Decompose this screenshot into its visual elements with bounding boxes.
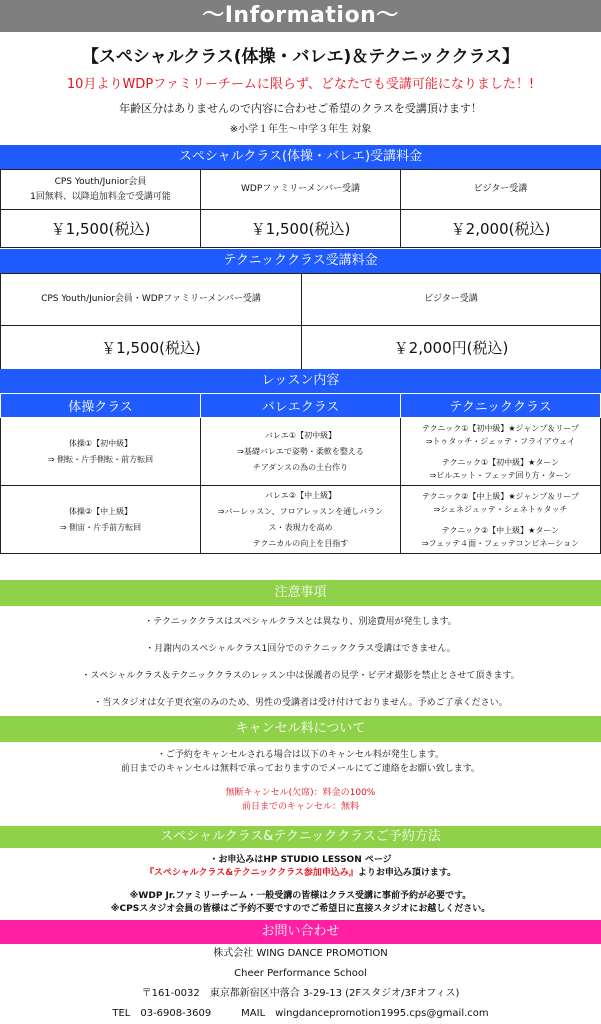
lesson-ballet-2-desc2: ス・表現力を高め <box>268 522 333 532</box>
tech-fee-price-visitor: ￥2,000円(税込) <box>302 326 601 370</box>
fee-price-wdp: ￥1,500(税込) <box>201 210 401 248</box>
tech-fee-label-member: CPS Youth/Junior会員・WDPファミリーメンバー受講 <box>1 274 302 326</box>
lesson-tech-2 <box>401 486 601 554</box>
intro-target: ※小学１年生〜中学３年生 対象 <box>229 124 372 135</box>
lesson-tech-2-jump-desc: ⇒シェネジュッテ・シェネトゥタッチ <box>433 504 568 514</box>
intro-highlight: 10月よりWDPファミリーチームに限らず、どなたでも受講可能になりました！! <box>66 77 535 92</box>
intro-section <box>0 32 601 135</box>
lesson-gym-2 <box>1 486 201 554</box>
lesson-gym-1-desc: ⇒ 側転・片手側転・前方転回 <box>47 454 154 464</box>
cancel-body <box>0 742 601 826</box>
lesson-tech-1-jump-title: テクニック①【初中級】★ジャンプ＆リープ <box>422 423 579 433</box>
booking-heading: スペシャルクラス&テクニッククラスご予約方法 <box>0 826 601 848</box>
fee-label-cps-line1: CPS Youth/Junior会員 <box>54 176 147 187</box>
contact-heading: お問い合わせ <box>0 920 601 944</box>
cautions-section <box>0 580 601 716</box>
lesson-ballet-2-desc1: ⇒バーレッスン、フロアレッスンを通しバラン <box>217 506 384 516</box>
booking-line3: ※WDP Jr.ファミリーチーム・一般受講の皆様はクラス受講に事前予約が必要です。 <box>129 891 472 901</box>
lesson-tech-2-turn-desc: ⇒フェッテ４面・フェッテコンビネーション <box>421 538 580 548</box>
lesson-ballet-1-desc1: ⇒基礎バレエで姿勢・柔軟を整える <box>237 446 364 456</box>
lesson-ballet-2-title: バレエ②【中上級】 <box>264 490 337 500</box>
technique-fee-heading: テクニッククラス受講料金 <box>0 249 601 273</box>
fee-price-cps: ￥1,500(税込) <box>1 210 201 248</box>
caution-item: ・スペシャルクラス＆テクニッククラスのレッスン中は保護者の見学・ビデオ撮影を禁止とさせて頂きます。 <box>81 671 520 681</box>
booking-section <box>0 826 601 920</box>
special-fee-section <box>0 145 601 248</box>
contact-tel-mail[interactable]: TEL 03-6908-3609 MAIL wingdancepromotion1995.cps@gmail.com <box>112 1008 489 1019</box>
fee-label-visitor: ビジター受講 <box>401 170 601 210</box>
lessons-col-gym: 体操クラス <box>1 394 201 418</box>
booking-line4: ※CPSスタジオ会員の皆様はご予約不要ですのでご希望日に直接スタジオにお越しください。 <box>110 904 491 914</box>
special-fee-table <box>0 169 601 248</box>
booking-line1: ・お申込みはHP STUDIO LESSON ページ <box>209 855 392 865</box>
lesson-gym-2-title: 体操②【中上級】 <box>68 506 133 516</box>
lessons-col-tech: テクニッククラス <box>401 394 601 418</box>
lesson-tech-1-turn-title: テクニック①【初中級】★ターン <box>441 457 560 467</box>
tech-fee-label-visitor: ビジター受講 <box>302 274 601 326</box>
contact-address: 〒161-0032 東京都新宿区中落合 3-29-13 (2Fスタジオ/3Fオフィス) <box>141 988 460 999</box>
fee-label-cps-line2: 1回無料、以降追加料金で受講可能 <box>30 191 171 202</box>
technique-fee-section <box>0 249 601 370</box>
lesson-ballet-1-title: バレエ①【初中級】 <box>264 430 337 440</box>
lesson-tech-1-turn-desc: ⇒ピルエット・フェッテ回り方・ターン <box>429 470 572 480</box>
lessons-col-ballet: バレエクラス <box>201 394 401 418</box>
intro-note: 年齢区分はありませんので内容に合わせご希望のクラスを受講頂けます！ <box>119 102 482 115</box>
lesson-gym-1 <box>1 418 201 486</box>
page-header <box>0 0 601 32</box>
cautions-heading: 注意事項 <box>0 580 601 606</box>
cancel-heading: キャンセル料について <box>0 716 601 742</box>
lesson-ballet-2 <box>201 486 401 554</box>
lesson-ballet-1-desc2: チアダンスの為の土台作り <box>252 462 349 472</box>
cancel-section <box>0 716 601 826</box>
contact-company: 株式会社 WING DANCE PROMOTION <box>213 948 388 959</box>
fee-label-wdp: WDPファミリーメンバー受講 <box>201 170 401 210</box>
lesson-tech-2-jump-title: テクニック②【中上級】★ジャンプ＆リープ <box>422 491 579 501</box>
lesson-gym-2-desc: ⇒ 側宙・片手前方転回 <box>59 522 142 532</box>
cancel-fee-noshow: 無断キャンセル(欠席)：料金の100% <box>225 788 376 798</box>
contact-school: Cheer Performance School <box>234 968 367 979</box>
booking-line2-rest: よりお申込み頂けます。 <box>357 868 457 878</box>
caution-item: ・テクニッククラスはスペシャルクラスとは異なり、別途費用が発生します。 <box>144 617 457 627</box>
caution-item: ・当スタジオは女子更衣室のみのため、男性の受講者は受け付けておりません。予めご了承ください。 <box>93 698 508 708</box>
booking-body <box>0 848 601 920</box>
tech-fee-price-member: ￥1,500(税込) <box>1 326 302 370</box>
page-title: 〜Information〜 <box>202 3 399 28</box>
cautions-list <box>0 606 601 716</box>
fee-price-visitor: ￥2,000(税込) <box>401 210 601 248</box>
lesson-tech-1-jump-desc: ⇒トゥタッチ・ジェッテ・フライアウェイ <box>425 436 576 446</box>
cancel-fee-prior: 前日までのキャンセル：無料 <box>241 802 359 812</box>
lessons-heading: レッスン内容 <box>0 369 601 393</box>
cancel-line1: ・ご予約をキャンセルされる場合は以下のキャンセル料が発生します。 <box>156 750 445 760</box>
booking-link-text[interactable]: 『スペシャルクラス&テクニッククラス参加申込み』 <box>144 868 358 878</box>
lesson-tech-2-turn-title: テクニック②【中上級】★ターン <box>441 525 560 535</box>
contact-section <box>0 920 601 1024</box>
fee-label-cps <box>1 170 201 210</box>
intro-title: 【スペシャルクラス(体操・バレエ)＆テクニッククラス】 <box>81 47 520 67</box>
technique-fee-table <box>0 273 601 370</box>
contact-body <box>0 944 601 1024</box>
lesson-ballet-2-desc3: テクニカルの向上を目指す <box>252 538 349 548</box>
lesson-tech-1 <box>401 418 601 486</box>
caution-item: ・月謝内のスペシャルクラス1回分でのテクニッククラス受講はできません。 <box>145 644 456 654</box>
lessons-table <box>0 393 601 554</box>
cancel-line2: 前日までのキャンセルは無料で承っておりますのでメールにてご連絡をお願い致します。 <box>120 764 481 774</box>
special-fee-heading: スペシャルクラス(体操・バレエ)受講料金 <box>0 145 601 169</box>
lesson-gym-1-title: 体操①【初中級】 <box>68 438 133 448</box>
lesson-ballet-1 <box>201 418 401 486</box>
lessons-section <box>0 369 601 554</box>
